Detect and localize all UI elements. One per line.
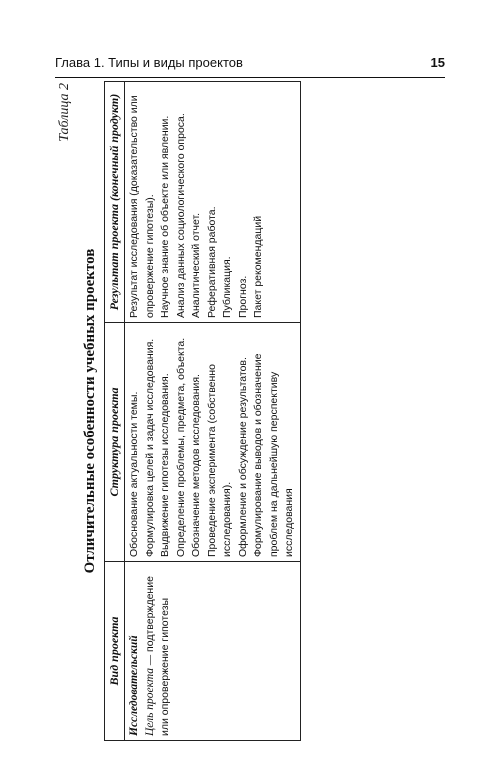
column-header-result: Результат проекта (конечный продукт) — [105, 82, 125, 323]
project-structure-cell — [125, 323, 301, 562]
column-header-structure: Структура проекта — [105, 323, 125, 562]
structure-item: Оформление и обсуждение результатов. — [236, 357, 249, 557]
project-type-title: Исследовательский — [128, 635, 140, 736]
rotated-table-block — [55, 81, 445, 741]
table-title: Отличительные особенности учебных проектов — [82, 248, 98, 574]
chapter-title: Глава 1. Типы и виды проектов — [55, 54, 243, 70]
table-header-row — [105, 82, 125, 741]
structure-item: Формулировка целей и задач исследования. — [143, 338, 156, 557]
structure-item: Выдвижение гипотезы исследования. — [159, 373, 171, 557]
project-goal-label: Цель проекта — — [143, 654, 156, 736]
header-rule — [55, 77, 445, 78]
structure-item: Обозначение методов исследования. — [190, 374, 202, 557]
result-item: Научное знание об объекте или явлении. — [159, 115, 171, 318]
result-item: Аналитический отчет. — [190, 212, 202, 318]
table-label: Таблица 2 — [57, 83, 72, 142]
projects-table — [104, 81, 301, 741]
project-type-cell — [125, 562, 301, 741]
result-item: Анализ данных социологического опроса. — [174, 113, 187, 318]
result-item: Реферативная работа. — [205, 206, 218, 318]
result-item: Результат исследования (доказательство или опровержение гипотезы). — [128, 95, 156, 318]
structure-item: Обоснование актуальности темы. — [128, 391, 140, 557]
result-item: Пакет рекомендаций — [252, 215, 264, 318]
structure-item: Проведение эксперимента (собственно исследования). — [205, 364, 233, 557]
result-item: Прогноз. — [236, 275, 249, 318]
column-header-type: Вид проекта — [105, 562, 125, 741]
result-item: Публикация. — [221, 256, 233, 318]
project-goal-text: подтверждение или опровержение гипотезы — [143, 576, 171, 736]
structure-item: Определение проблемы, предмета, объекта. — [174, 337, 187, 557]
page-number: 15 — [430, 54, 445, 70]
table-row — [125, 82, 301, 741]
structure-item: Формулирование выводов и обозначение проблем на дальнейшую перспективу исследования — [252, 353, 295, 557]
running-header — [55, 50, 445, 74]
project-result-cell — [125, 82, 301, 323]
